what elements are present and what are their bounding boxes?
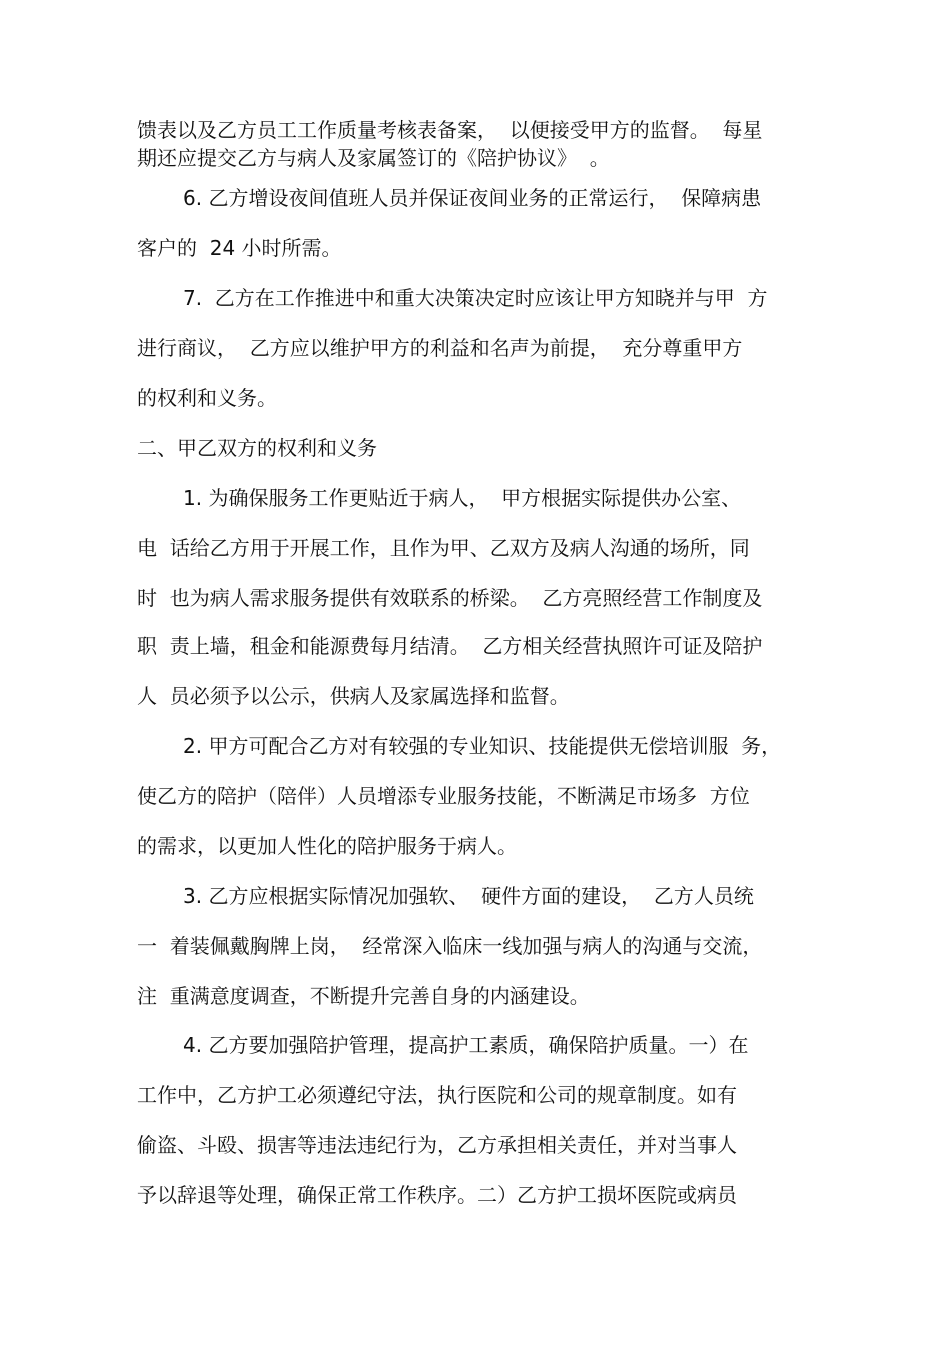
paragraph-1-start: 1. 为确保服务工作更贴近于病人， 甲方根据实际提供办公室、	[183, 486, 742, 510]
paragraph-6-start: 6. 乙方增设夜间值班人员并保证夜间业务的正常运行， 保障病患	[183, 186, 762, 210]
text-line: 一 着装佩戴胸牌上岗， 经常深入临床一线加强与病人的沟通与交流，	[137, 934, 763, 958]
text-line: 进行商议， 乙方应以维护甲方的利益和名声为前提， 充分尊重甲方	[137, 336, 743, 360]
text-line: 注 重满意度调查，不断提升完善自身的内涵建设。	[137, 984, 590, 1008]
text-line: 使乙方的陪护（陪伴）人员增添专业服务技能，不断满足市场多 方位	[137, 784, 750, 808]
text-line: 偷盗、斗殴、损害等违法违纪行为，乙方承担相关责任，并对当事人	[137, 1133, 737, 1157]
paragraph-7-start: 7. 乙方在工作推进中和重大决策决定时应该让甲方知晓并与甲 方	[183, 286, 768, 310]
text-line: 予以辞退等处理，确保正常工作秩序。二）乙方护工损坏医院或病员	[137, 1183, 737, 1207]
section-heading: 二、甲乙双方的权利和义务	[137, 436, 377, 460]
text-line: 的需求，以更加人性化的陪护服务于病人。	[137, 834, 517, 858]
text-line: 时 也为病人需求服务提供有效联系的桥梁。 乙方亮照经营工作制度及	[137, 586, 763, 610]
text-line: 人 员必须予以公示，供病人及家属选择和监督。	[137, 684, 570, 708]
paragraph-3-start: 3. 乙方应根据实际情况加强软、 硬件方面的建设， 乙方人员统	[183, 884, 754, 908]
text-line: 客户的 24 小时所需。	[137, 236, 342, 260]
text-line: 期还应提交乙方与病人及家属签订的《陪护协议》 。	[137, 146, 610, 170]
text-line: 馈表以及乙方员工工作质量考核表备案， 以便接受甲方的监督。 每星	[137, 118, 763, 142]
paragraph-4-start: 4. 乙方要加强陪护管理，提高护工素质，确保陪护质量。一）在	[183, 1033, 749, 1057]
text-line: 职 责上墙，租金和能源费每月结清。 乙方相关经营执照许可证及陪护	[137, 634, 763, 658]
text-line: 电 话给乙方用于开展工作，且作为甲、乙双方及病人沟通的场所，同	[137, 536, 750, 560]
text-line: 的权利和义务。	[137, 386, 277, 410]
text-line: 工作中，乙方护工必须遵纪守法，执行医院和公司的规章制度。如有	[137, 1083, 737, 1107]
paragraph-2-start: 2. 甲方可配合乙方对有较强的专业知识、技能提供无偿培训服 务，	[183, 734, 782, 758]
